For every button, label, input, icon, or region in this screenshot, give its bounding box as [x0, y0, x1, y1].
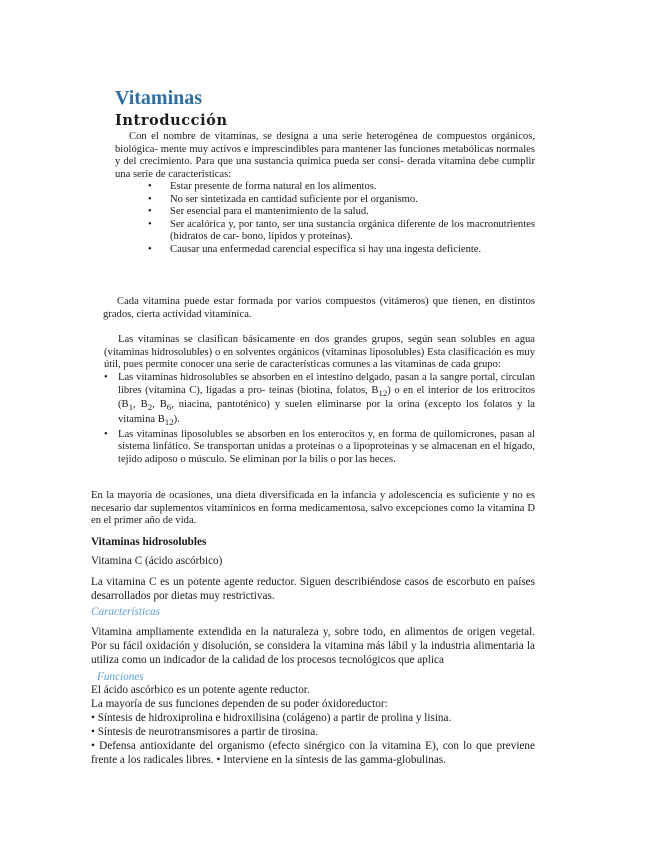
vitamin-c-title: Vitamina C (ácido ascórbico)	[91, 555, 223, 567]
list-item: • No ser sintetizada en cantidad suficiente por el organismo.	[148, 194, 535, 207]
list-item: • Causar una enfermedad carencial específica si hay una ingesta deficiente.	[148, 244, 535, 257]
page-title: Vitaminas	[115, 87, 203, 109]
functions-list	[91, 683, 535, 767]
functions-line: • Síntesis de neurotransmisores a partir de tirosina.	[91, 726, 318, 738]
functions-line: El ácido ascórbico es un potente agente reductor.	[91, 684, 310, 696]
diet-paragraph: En la mayoría de ocasiones, una dieta diversificada en la infancia y adolescencia es suficiente y no es necesario dar suplementos vitamínicos en forma medicamentosa, salvo excepciones como la vitamina D en el primer año de vida.	[91, 490, 535, 527]
intro-paragraph: Con el nombre de vitaminas, se designa a una serie heterogénea de compuestos orgánicos, biológica- mente muy activos e imprescindibles para mantener las funciones metabólicas normales y del crecimiento. Para que una sustancia química pueda ser consi- derada vitamina debe cumplir una serie de características:	[115, 131, 535, 180]
characteristics-list	[148, 181, 535, 257]
vitamin-c-text: La vitamina C es un potente agente reductor. Siguen describiéndose casos de escorbuto en países desarrollados por dietas muy restrictivas.	[91, 576, 535, 602]
characteristics-heading: Características	[91, 606, 160, 618]
list-item: • Ser acalórica y, por tanto, ser una sustancia orgánica diferente de los macronutrientes (hidratos de car- bono, lípidos y proteínas).	[148, 219, 535, 244]
hydrosoluble-heading: Vitaminas hidrosolubles	[91, 536, 207, 548]
liposoluble-item: • Las vitaminas liposolubles se absorben en los enterocitos y, en forma de quilomicrones, pasan al sistema linfático. Se transportan unidas a proteínas o a lipoproteínas y se almacenan en el hígado, tejido adiposo o músculo. Se eliminan por la bilis o por las heces.	[104, 429, 535, 467]
classification-list	[104, 372, 535, 466]
hydrosoluble-item: • Las vitaminas hidrosolubles se absorben en el intestino delgado, pasan a la sangre portal, circulan libres (vitamina C), ligadas a pro- teínas (biotina, folatos, $B_{12}$) o en el interior de los eritrocitos ($B_1$, $B_2$, $B_6$, niacina, pantoténico) y suelen eliminarse por la orina (excepto los folatos y la vitamina $B_{12}$).	[104, 372, 535, 429]
list-item: • Ser esencial para el mantenimiento de la salud.	[148, 206, 535, 219]
list-item: • Estar presente de forma natural en los alimentos.	[148, 181, 535, 194]
characteristics-text: Vitamina ampliamente extendida en la naturaleza y, sobre todo, en alimentos de origen vegetal. Por su fácil oxidación y disolución, se considera la vitamina más lábil y la industria alimentaria la utiliza como un indicador de la calidad de los procesos tecnológicos que aplica	[91, 626, 535, 666]
functions-line: La mayoría de sus funciones dependen de su poder óxidoreductor:	[91, 698, 388, 710]
functions-line: • Defensa antioxidante del organismo (efecto sinérgico con la vitamina E), con lo que previene frente a los radicales libres. • Interviene en la síntesis de las gamma-globulinas.	[91, 740, 535, 766]
intro-heading: Introducción	[115, 112, 228, 129]
vitamers-paragraph: Cada vitamina puede estar formada por varios compuestos (vitámeros) que tienen, en distintos grados, cierta actividad vitamínica.	[103, 296, 535, 320]
classification-paragraph: Las vitaminas se clasifican básicamente en dos grandes grupos, según sean solubles en agua (vitaminas hidrosolubles) o en solventes orgánicos (vitaminas liposolubles) Esta clasificación es muy útil, pues permite conocer una serie de características comunes a las vitaminas de cada grupo:	[104, 334, 535, 371]
functions-line: • Síntesis de hidroxiprolina e hidroxilisina (colágeno) a partir de prolina y lisina.	[91, 712, 452, 724]
functions-heading: Funciones	[97, 671, 144, 683]
